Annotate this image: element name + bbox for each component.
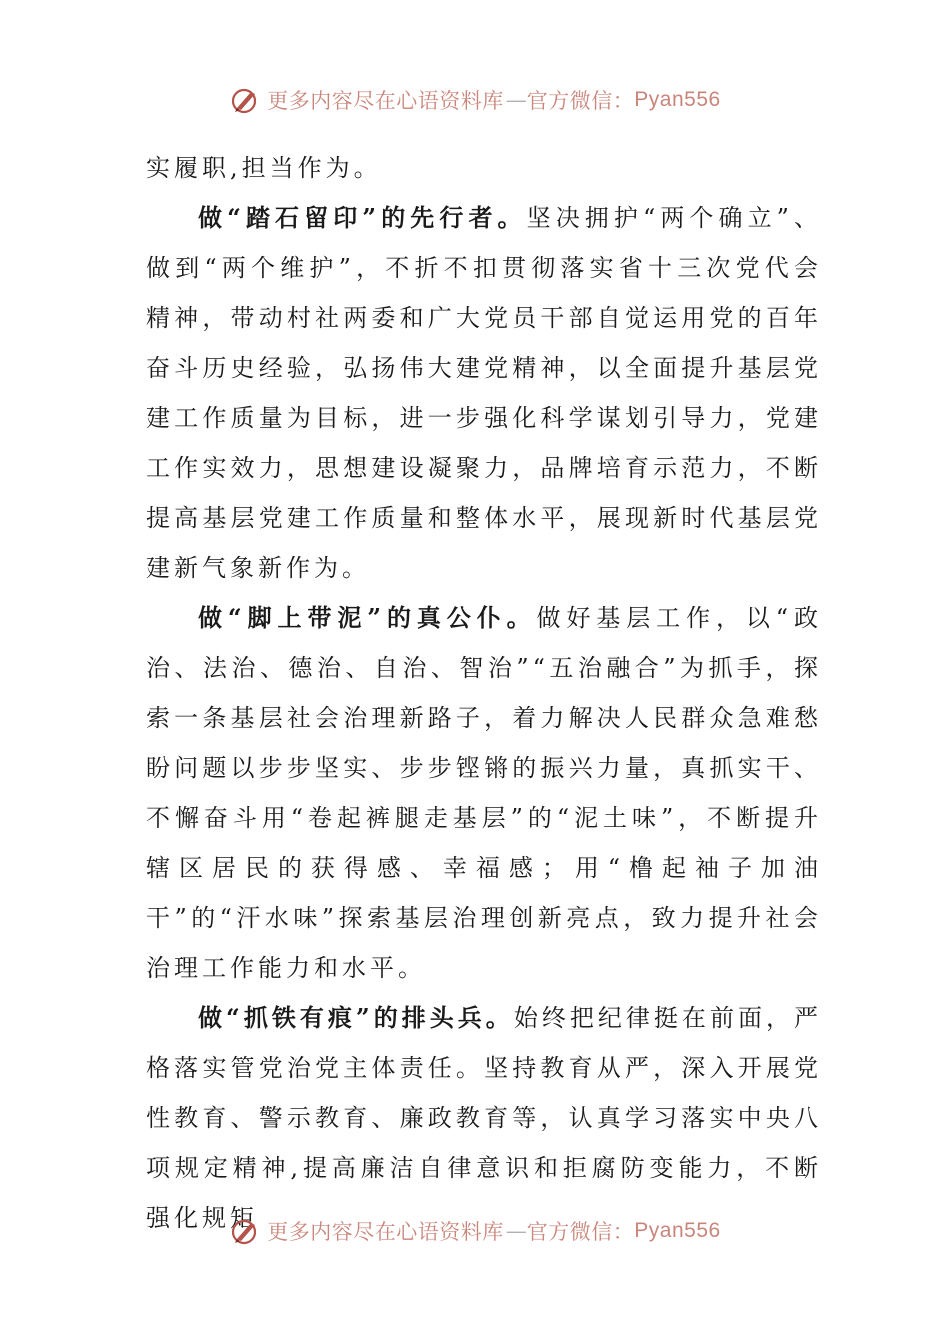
paragraph-body: 始终把纪律挺在前面，严格落实管党治党主体责任。坚持教育从严，深入开展党性教育、警示教育、廉政教育等，认真学习落实中央八项规定精神,提高廉洁自律意识和拒腐防变能力，不断强化规矩 [146, 1004, 823, 1232]
document-body [146, 143, 822, 1243]
pen-icon [229, 84, 261, 116]
watermark-text: 更多内容尽在心语资料库 [267, 1220, 504, 1244]
watermark-footer [0, 1211, 950, 1251]
paragraph [146, 193, 822, 593]
paragraph-body: 做好基层工作，以“政治、法治、德治、自治、智治”“五治融合”为抓手，探索一条基层社会治理新路子，着力解决人民群众急难愁盼问题以步步坚实、步步铿锵的振兴力量，真抓实干、不懈奋斗用“卷起裤腿走基层”的“泥土味”，不断提升辖区居民的获得感、幸福感；用“橹起袖子加油干”的“汗水味”探索基层治理创新亮点，致力提升社会治理工作能力和水平。 [146, 604, 822, 982]
watermark-id: Pyan556 [634, 88, 721, 111]
watermark-text: 更多内容尽在心语资料库 [267, 89, 504, 113]
paragraph [146, 593, 822, 993]
paragraph-heading: 做“抓铁有痕”的排头兵。 [198, 1003, 514, 1032]
pen-icon [229, 1215, 261, 1247]
watermark-suffix: 官方微信： [526, 89, 635, 113]
watermark-suffix: 官方微信： [526, 1220, 635, 1244]
paragraph-body: 实履职,担当作为。 [146, 154, 382, 182]
watermark-header [0, 80, 950, 120]
paragraph [146, 143, 822, 193]
watermark-separator: — [505, 1219, 525, 1243]
watermark-separator: — [505, 88, 525, 112]
paragraph-heading: 做“踏石留印”的先行者。 [198, 203, 527, 232]
paragraph-heading: 做“脚上带泥”的真公仆。 [198, 603, 537, 632]
paragraph-body: 坚决拥护“两个确立”、做到“两个维护”，不折不扣贯彻落实省十三次党代会精神，带动村社两委和广大党员干部自觉运用党的百年奋斗历史经验，弘扬伟大建党精神，以全面提升基层党建工作质量为目标，进一步强化科学谋划引导力，党建工作实效力，思想建设凝聚力，品牌培育示范力，不断提高基层党建工作质量和整体水平，展现新时代基层党建新气象新作为。 [146, 204, 823, 582]
paragraph [146, 993, 822, 1243]
watermark-id: Pyan556 [634, 1219, 721, 1242]
